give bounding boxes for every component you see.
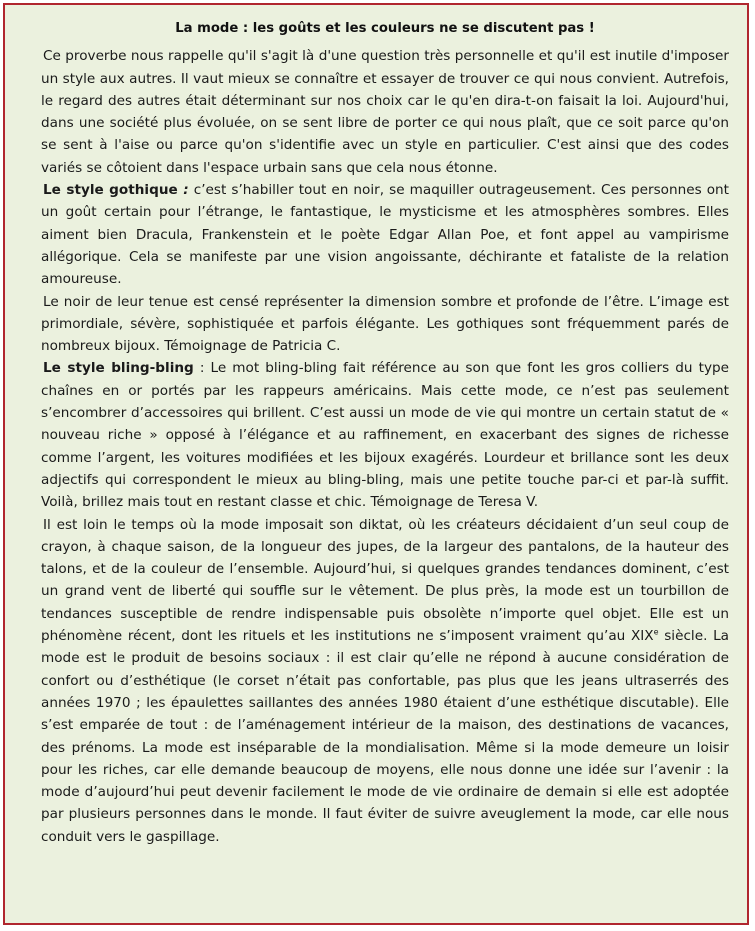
gothic-colon: : (177, 182, 189, 199)
document-body (41, 18, 729, 848)
gothic-paragraph (41, 179, 729, 290)
century-superscript: e (653, 627, 659, 637)
document-title: La mode : les goûts et les couleurs ne se discutent pas ! (175, 21, 595, 36)
bling-text: : Le mot bling-bling fait référence au son que font les gros colliers du type chaînes en or portés par les rappeurs américains. Mais cette mode, ce n’est pas seulement s’encombrer d’accessoires qui brillent. C’est aussi un mode de vie qui montre un certain statut de « nouveau riche » opposé à l’élégance et au raffinement, en exacerbant des signes de richesse comme l’argent, les voitures modifiées et les bijoux exagérés. Lourdeur et brillance sont les deux adjectifs qui correspondent le mieux au bling-bling, mais une petite touche par-ci et par-là suffit. Voilà, brillez mais tout en restant classe et chic. Témoignage de Teresa V. (41, 360, 729, 511)
document-frame (3, 3, 749, 925)
intro-paragraph (41, 45, 729, 179)
bling-heading: Le style bling-bling (43, 360, 194, 377)
closing-text-1: Il est loin le temps où la mode imposait son diktat, où les créateurs décidaient d’un seul coup de crayon, à chaque saison, de la longueur des jupes, de la largeur des pantalons, de la hauteur des talons, et de la couleur de l’ensemble. Aujourd’hui, si quelques grandes tendances dominent, c’est un grand vent de liberté qui souffle sur le vêtement. De plus près, la mode est un tourbillon de tendances susceptible de rendre indispensable puis obsolète n’importe quel objet. Elle est un phénomène récent, dont les rituels et les institutions ne s’imposent vraiment qu’au XIX (41, 516, 729, 645)
intro-text: Ce proverbe nous rappelle qu'il s'agit là d'une question très personnelle et qu'il est inutile d'imposer un style aux autres. Il vaut mieux se connaître et essayer de trouver ce qui nous convient. Autrefois, le regard des autres était déterminant sur nos choix car le qu'en dira-t-on faisait la loi. Aujourd'hui, dans une société plus évoluée, on se sent libre de porter ce qui nous plaît, que ce soit parce qu'on se sent à l'aise ou parce qu'on s'identifie avec un style en particulier. C'est ainsi que des codes variés se côtoient dans l'espace urbain sans que cela nous étonne. (41, 48, 729, 176)
gothic-text-2: Le noir de leur tenue est censé représenter la dimension sombre et profonde de l’être. L’image est primordiale, sévère, sophistiquée et parfois élégante. Les gothiques sont fréquemment parés de nombreux bijoux. Témoignage de Patricia C. (41, 293, 729, 355)
gothic-text: c’est s’habiller tout en noir, se maquiller outrageusement. Ces personnes ont un goût certain pour l’étrange, le fantastique, le mysticisme et les atmosphères sombres. Elles aiment bien Dracula, Frankenstein et le poète Edgar Allan Poe, et font appel au vampirisme allégorique. Cela se manifeste par une vision angoissante, déchirante et fataliste de la relation amoureuse. (41, 182, 730, 288)
gothic-heading: Le style gothique (43, 182, 178, 199)
gothic-paragraph-2 (41, 291, 729, 358)
closing-paragraph (41, 514, 729, 848)
closing-text-2: siècle. La mode est le produit de besoins sociaux : il est clair qu’elle ne répond à aucune considération de confort ou d’esthétique (le corset n’était pas confortable, pas plus que les jeans ultraserrés des années 1970 ; les épaulettes saillantes des années 1980 étaient d’une esthétique discutable). Elle s’est emparée de tout : de l’aménagement intérieur de la maison, des destinations de vacances, des prénoms. La mode est inséparable de la mondialisation. Même si la mode demeure un loisir pour les riches, car elle demande beaucoup de moyens, elle nous donne une idée sur l’avenir : la mode d’aujourd’hui peut devenir facilement le mode de vie ordinaire de demain si elle est adoptée par plusieurs personnes dans le monde. Il faut éviter de suivre aveuglement la mode, car elle nous conduit vers le gaspillage. (41, 628, 729, 845)
bling-paragraph (41, 357, 729, 513)
